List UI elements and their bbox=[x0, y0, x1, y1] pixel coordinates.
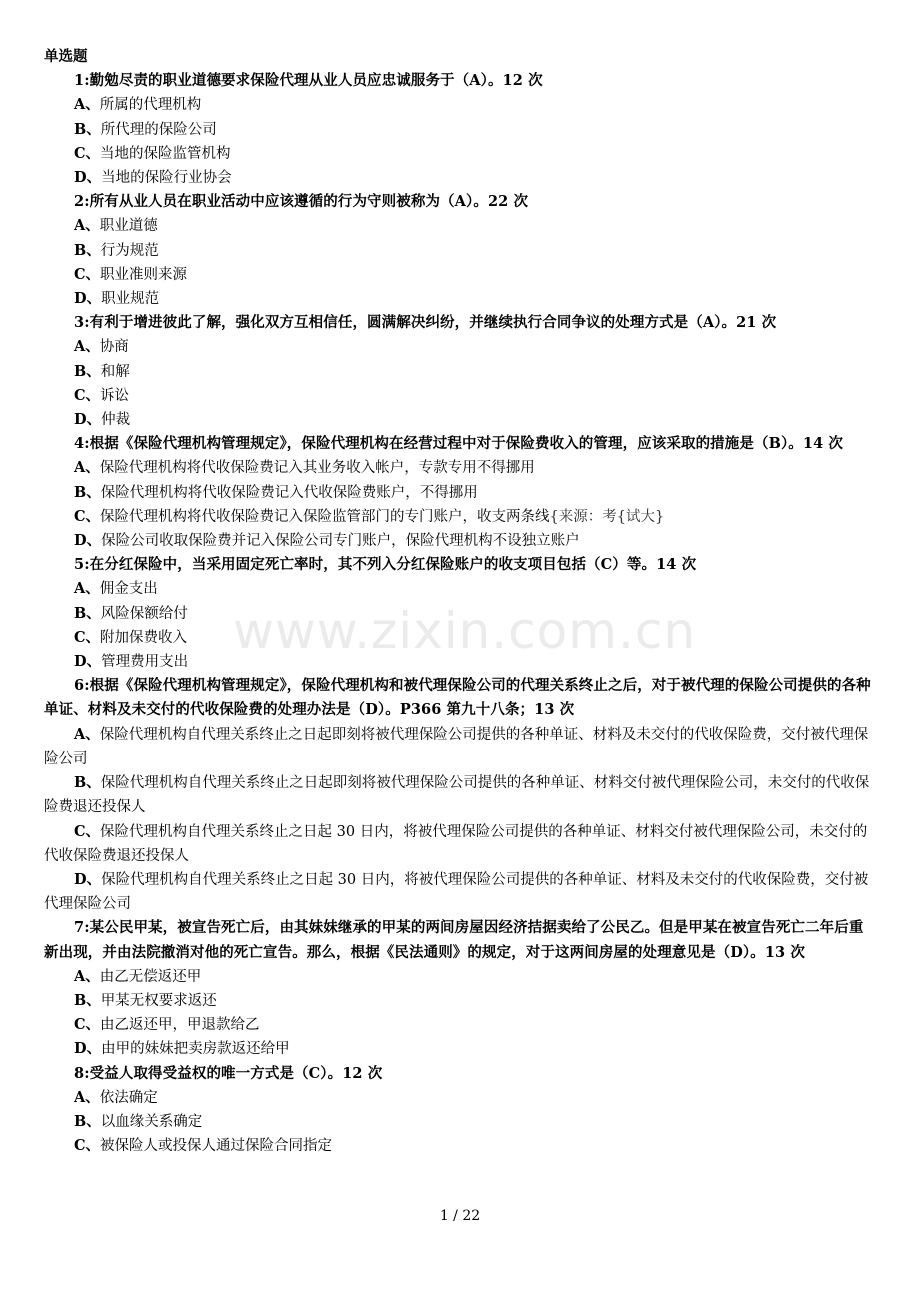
option-text: 当地的保险监管机构 bbox=[100, 145, 231, 162]
document-content bbox=[44, 45, 876, 1158]
answer-option bbox=[44, 529, 876, 553]
option-label: C、 bbox=[74, 144, 101, 162]
answer-option bbox=[44, 166, 876, 190]
option-label: A、 bbox=[74, 725, 100, 743]
question-stem: 3:有利于增进彼此了解，强化双方互相信任，圆满解决纠纷，并继续执行合同争议的处理方式是（A）。21 次 bbox=[74, 314, 777, 332]
option-text: 所代理的保险公司 bbox=[100, 121, 217, 138]
answer-option bbox=[44, 335, 876, 359]
answer-option bbox=[44, 1086, 876, 1110]
answer-option bbox=[44, 771, 876, 819]
answer-option bbox=[44, 93, 876, 117]
option-label: A、 bbox=[74, 580, 100, 598]
answer-option bbox=[44, 360, 876, 384]
option-label: C、 bbox=[74, 507, 101, 525]
option-label: D、 bbox=[74, 169, 102, 187]
option-label: D、 bbox=[74, 290, 102, 308]
question-stem: 6:根据《保险代理机构管理规定》，保险代理机构和被代理保险公司的代理关系终止之后，对于被代理的保险公司提供的各种单证、材料及未交付的代收保险费的处理办法是（D）。P366 第九十八条；13 次 bbox=[44, 677, 871, 719]
option-text: 以血缘关系确定 bbox=[100, 1113, 203, 1130]
option-label: C、 bbox=[74, 1137, 101, 1155]
option-label: C、 bbox=[74, 386, 101, 404]
answer-option bbox=[44, 1013, 876, 1037]
question-stem: 5:在分红保险中，当采用固定死亡率时，其不列入分红保险账户的收支项目包括（C）等。14 次 bbox=[74, 556, 697, 574]
option-label: C、 bbox=[74, 265, 101, 283]
answer-option bbox=[44, 384, 876, 408]
question-block bbox=[44, 1062, 876, 1159]
answer-option bbox=[44, 142, 876, 166]
option-label: D、 bbox=[74, 653, 102, 671]
watermark: www.zixin.com.cn bbox=[233, 602, 697, 660]
answer-option bbox=[44, 214, 876, 238]
source-note: {来源：考{试大} bbox=[549, 508, 665, 525]
question-stem: 7:某公民甲某，被宣告死亡后，由其妹妹继承的甲某的两间房屋因经济拮据卖给了公民乙。但是甲某在被宣告死亡二年后重新出现，并由法院撤消对他的死亡宣告。那么，根据《民法通则》的规定，对于这两间房屋的处理意见是（D）。13 次 bbox=[44, 919, 864, 961]
option-text: 诉讼 bbox=[100, 387, 130, 404]
page-number: 1 / 22 bbox=[439, 1208, 481, 1224]
option-label: B、 bbox=[74, 991, 101, 1009]
option-label: B、 bbox=[74, 1112, 101, 1130]
option-text: 保险公司收取保险费并记入保险公司专门账户，保险代理机构不设独立账户 bbox=[101, 533, 580, 550]
option-text: 保险代理机构自代理关系终止之日起即刻将被代理保险公司提供的各种单证、材料及未交付的代收保险费，交付被代理保险公司 bbox=[44, 726, 869, 767]
option-label: D、 bbox=[74, 532, 102, 550]
question-block bbox=[44, 432, 876, 553]
option-label: A、 bbox=[74, 459, 100, 477]
option-label: A、 bbox=[74, 967, 100, 985]
option-text: 职业准则来源 bbox=[100, 266, 188, 283]
option-label: B、 bbox=[74, 362, 101, 380]
question-stem: 8:受益人取得受益权的唯一方式是（C）。12 次 bbox=[74, 1064, 383, 1082]
answer-option bbox=[44, 239, 876, 263]
answer-option bbox=[44, 602, 876, 626]
option-label: B、 bbox=[74, 241, 101, 259]
question-block bbox=[44, 674, 876, 916]
answer-option bbox=[44, 989, 876, 1013]
option-text: 附加保费收入 bbox=[100, 629, 188, 646]
option-text: 保险代理机构将代收保险费记入保险监管部门的专门账户，收支两条线 bbox=[100, 508, 550, 525]
option-label: C、 bbox=[74, 822, 101, 840]
question-stem: 2:所有从业人员在职业活动中应该遵循的行为守则被称为（A）。22 次 bbox=[74, 193, 529, 211]
answer-option bbox=[44, 118, 876, 142]
option-text: 保险代理机构自代理关系终止之日起 30 日内，将被代理保险公司提供的各种单证、材料及未交付的代收保险费，交付被代理保险公司 bbox=[44, 871, 869, 913]
option-label: A、 bbox=[74, 217, 100, 235]
option-label: A、 bbox=[74, 338, 100, 356]
answer-option bbox=[44, 456, 876, 480]
question-stem: 4:根据《保险代理机构管理规定》，保险代理机构在经营过程中对于保险费收入的管理，应该采取的措施是（B）。14 次 bbox=[74, 435, 844, 453]
answer-option bbox=[44, 723, 876, 771]
option-text: 风险保额给付 bbox=[100, 605, 188, 622]
answer-option bbox=[44, 868, 876, 916]
option-text: 保险代理机构自代理关系终止之日起 30 日内，将被代理保险公司提供的各种单证、材料交付被代理保险公司，未交付的代收保险费退还投保人 bbox=[44, 823, 868, 864]
option-text: 保险代理机构将代收保险费记入代收保险费账户，不得挪用 bbox=[100, 484, 478, 501]
answer-option bbox=[44, 505, 876, 529]
option-text: 保险代理机构将代收保险费记入其业务收入帐户，专款专用不得挪用 bbox=[99, 460, 535, 477]
option-text: 所属的代理机构 bbox=[99, 97, 202, 114]
answer-option bbox=[44, 650, 876, 674]
answer-option bbox=[44, 1110, 876, 1134]
option-text: 行为规范 bbox=[100, 242, 159, 259]
answer-option bbox=[44, 820, 876, 868]
option-text: 和解 bbox=[100, 363, 130, 380]
option-label: D、 bbox=[74, 1040, 102, 1058]
question-block bbox=[44, 311, 876, 432]
option-text: 当地的保险行业协会 bbox=[101, 170, 232, 187]
option-label: A、 bbox=[74, 1088, 100, 1106]
question-block bbox=[44, 916, 876, 1061]
option-text: 由乙返还甲，甲退款给乙 bbox=[100, 1017, 260, 1034]
question-block bbox=[44, 190, 876, 311]
option-label: C、 bbox=[74, 1016, 101, 1034]
answer-option bbox=[44, 577, 876, 601]
answer-option bbox=[44, 965, 876, 989]
option-text: 佣金支出 bbox=[99, 581, 158, 598]
option-text: 被保险人或投保人通过保险合同指定 bbox=[100, 1138, 333, 1155]
option-text: 由甲的妹妹把卖房款返还给甲 bbox=[101, 1041, 290, 1058]
answer-option bbox=[44, 1134, 876, 1158]
option-label: A、 bbox=[74, 96, 100, 114]
option-text: 协商 bbox=[99, 339, 129, 356]
section-title: 单选题 bbox=[44, 48, 88, 65]
option-text: 仲裁 bbox=[101, 412, 131, 429]
question-list bbox=[44, 69, 876, 1158]
answer-option bbox=[44, 1037, 876, 1061]
question-block bbox=[44, 69, 876, 190]
option-text: 由乙无偿返还甲 bbox=[99, 968, 202, 985]
question-stem: 1:勤勉尽责的职业道德要求保险代理从业人员应忠诚服务于（A）。12 次 bbox=[74, 72, 543, 90]
answer-option bbox=[44, 626, 876, 650]
option-text: 职业道德 bbox=[99, 218, 158, 235]
answer-option bbox=[44, 287, 876, 311]
option-text: 职业规范 bbox=[101, 291, 160, 308]
answer-option bbox=[44, 263, 876, 287]
option-label: C、 bbox=[74, 628, 101, 646]
answer-option bbox=[44, 408, 876, 432]
option-text: 管理费用支出 bbox=[101, 654, 189, 671]
answer-option bbox=[44, 481, 876, 505]
option-label: B、 bbox=[74, 483, 101, 501]
option-label: B、 bbox=[74, 774, 101, 792]
option-label: D、 bbox=[74, 411, 102, 429]
question-block bbox=[44, 553, 876, 674]
option-text: 依法确定 bbox=[99, 1089, 158, 1106]
option-text: 保险代理机构自代理关系终止之日起即刻将被代理保险公司提供的各种单证、材料交付被代理保险公司，未交付的代收保险费退还投保人 bbox=[44, 775, 870, 816]
option-text: 甲某无权要求返还 bbox=[100, 992, 217, 1009]
option-label: B、 bbox=[74, 120, 101, 138]
option-label: D、 bbox=[74, 870, 102, 888]
option-label: B、 bbox=[74, 604, 101, 622]
